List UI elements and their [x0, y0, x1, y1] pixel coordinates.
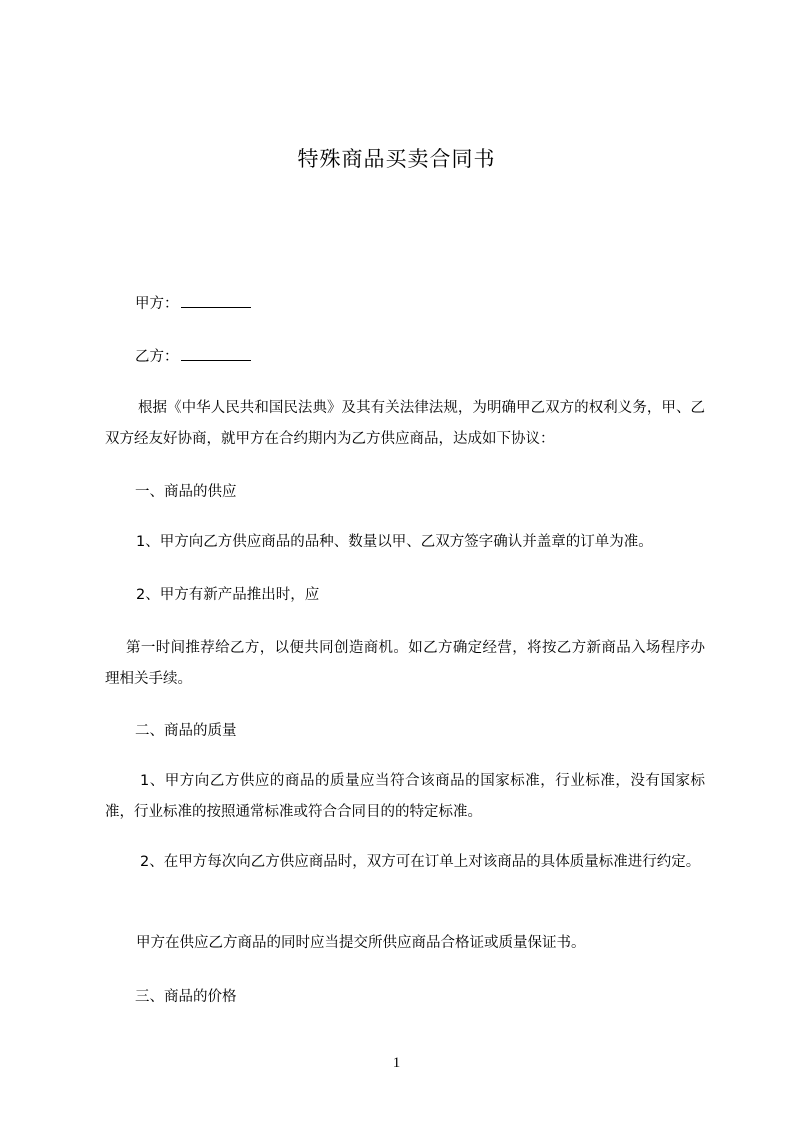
party-b-label: 乙方：: [135, 349, 179, 365]
party-a-blank: [181, 293, 251, 308]
section2-heading: 二、商品的质量: [135, 723, 237, 739]
party-b-line: [135, 345, 251, 366]
page-number: 1: [392, 1055, 401, 1071]
document-title: 特殊商品买卖合同书: [297, 147, 496, 171]
section1-item2-continued: 第一时间推荐给乙方，以便共同创造商机。如乙方确定经营，将按乙方新商品入场程序办理相关手续。: [105, 640, 705, 687]
section3-heading: 三、商品的价格: [135, 989, 237, 1005]
section2-item1: 1、甲方向乙方供应的商品的质量应当符合该商品的国家标准，行业标准，没有国家标准，行业标准的按照通常标准或符合合同目的的特定标准。: [105, 773, 705, 820]
section1-item2: 2、甲方有新产品推出时，应: [136, 587, 320, 603]
party-a-line: [135, 292, 251, 313]
section1-heading: 一、商品的供应: [135, 484, 237, 500]
section2-note: 甲方在供应乙方商品的同时应当提交所供应商品合格证或质量保证书。: [136, 935, 586, 951]
section1-item1: 1、甲方向乙方供应商品的品种、数量以甲、乙双方签字确认并盖章的订单为准。: [136, 534, 653, 550]
party-a-label: 甲方：: [135, 296, 179, 312]
section2-item2: 2、在甲方每次向乙方供应商品时，双方可在订单上对该商品的具体质量标准进行约定。: [140, 854, 701, 870]
party-b-blank: [181, 346, 251, 361]
intro-paragraph: 根据《中华人民共和国民法典》及其有关法律法规，为明确甲乙双方的权利义务，甲、乙双方经友好协商，就甲方在合约期内为乙方供应商品，达成如下协议：: [105, 400, 705, 447]
